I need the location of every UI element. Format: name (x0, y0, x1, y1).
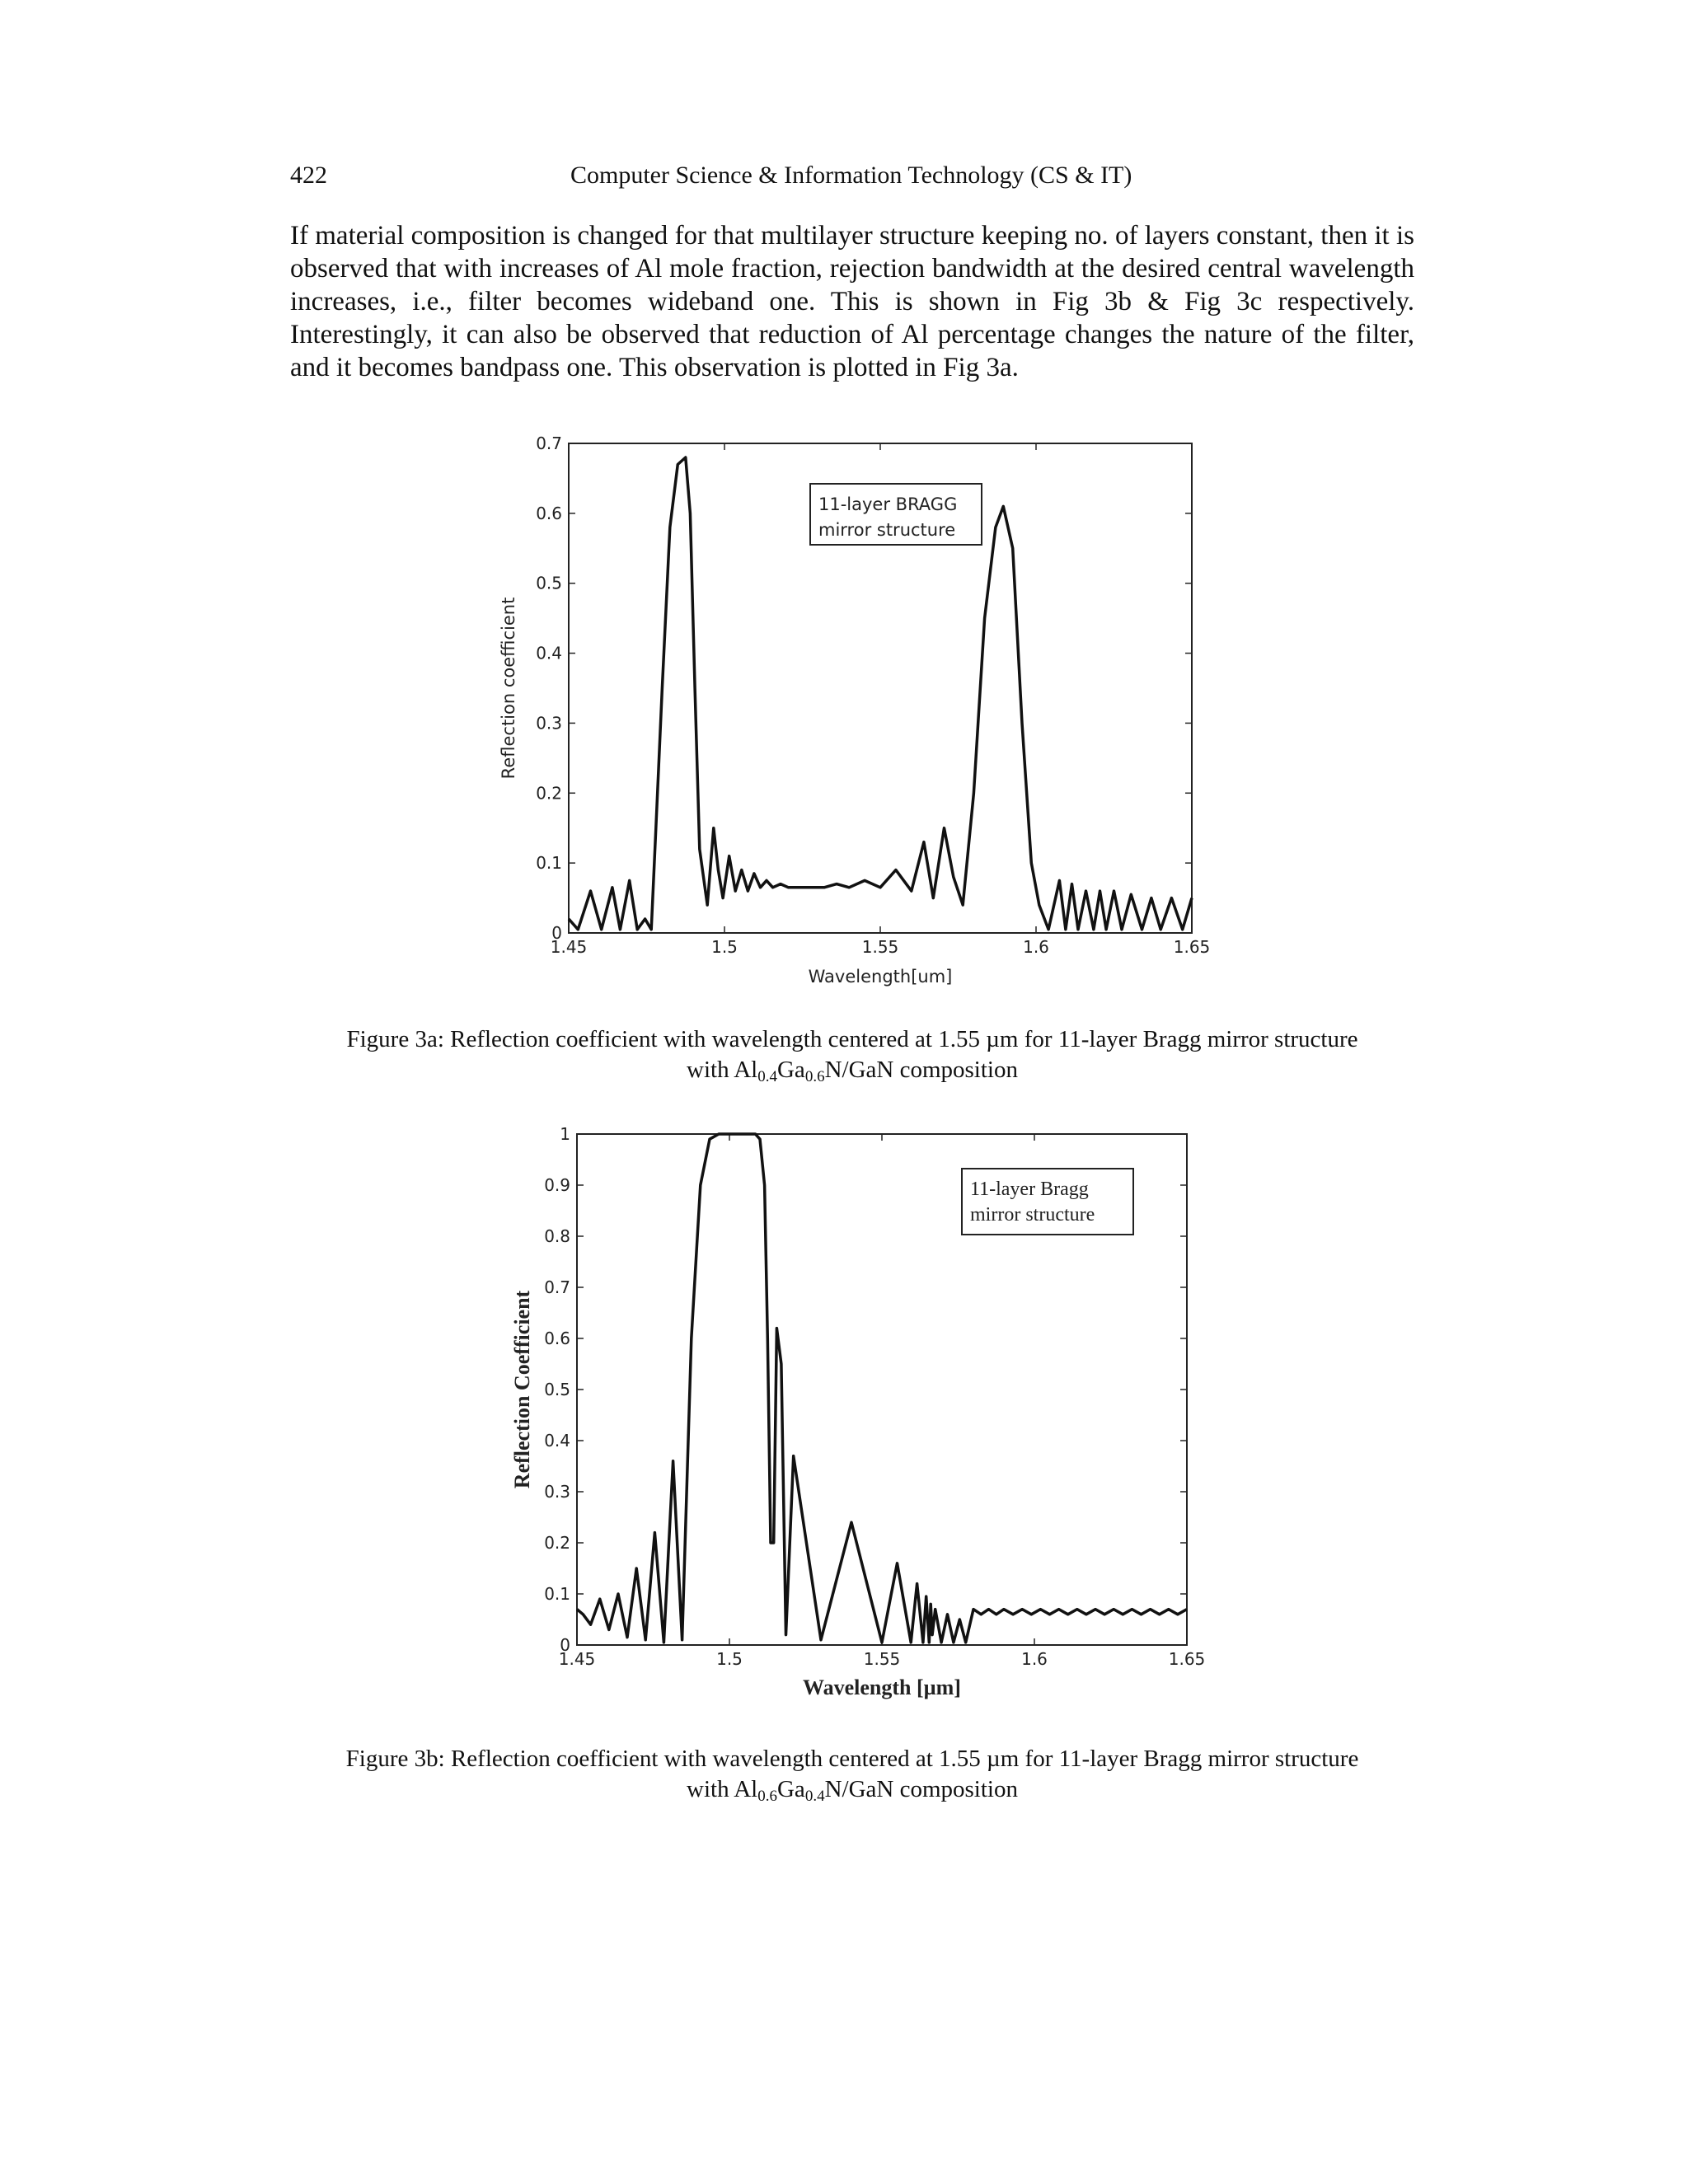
y-tick-label: 0.3 (544, 1482, 570, 1502)
x-tick-label: 1.65 (1168, 1649, 1206, 1669)
figure-3b (495, 1119, 1206, 1713)
y-tick-label: 0.2 (536, 783, 562, 804)
x-tick-label: 1.65 (1173, 937, 1211, 957)
annotation-text: 11-layer Bragg (970, 1179, 1089, 1200)
x-tick-label: 1.55 (861, 937, 899, 957)
y-tick-label: 0.7 (536, 434, 562, 453)
y-tick-label: 0.9 (544, 1175, 570, 1195)
caption-line: with $Al_{0.4}Ga_{0.6}N$/GaN composition (687, 1057, 1018, 1085)
y-tick-label: 0 (560, 1635, 570, 1655)
x-tick-label: 1.45 (550, 937, 588, 957)
caption-line: Figure 3b: Reflection coefficient with wavelength centered at 1.55 µm for 11-layer Bragg mirror structure (345, 1746, 1359, 1772)
x-tick-label: 1.45 (558, 1649, 596, 1669)
page-number: 422 (290, 162, 327, 189)
figure-3b-chart (495, 1119, 1206, 1713)
y-tick-label: 0.7 (544, 1277, 570, 1297)
figure-3a-caption (290, 1024, 1414, 1085)
x-tick-label: 1.5 (716, 1649, 743, 1669)
y-tick-label: 0.3 (536, 713, 562, 733)
x-axis-label: Wavelength[um] (808, 967, 953, 987)
figure-3b-caption (290, 1744, 1414, 1805)
x-tick-label: 1.6 (1023, 937, 1049, 957)
y-tick-label: 0.1 (536, 853, 562, 874)
y-tick-label: 0.4 (544, 1431, 570, 1451)
y-tick-label: 0 (551, 923, 562, 943)
running-header (290, 162, 1415, 194)
y-tick-label: 0.2 (544, 1533, 570, 1553)
y-tick-label: 0.5 (536, 573, 562, 593)
y-tick-label: 0.5 (544, 1380, 570, 1399)
y-tick-label: 0.8 (544, 1226, 570, 1246)
y-axis-label: Reflection coefficient (499, 597, 518, 780)
y-tick-label: 0.1 (544, 1584, 570, 1604)
x-tick-label: 1.55 (863, 1649, 901, 1669)
y-axis-label: Reflection Coefficient (510, 1290, 534, 1489)
caption-line: Figure 3a: Reflection coefficient with wavelength centered at 1.55 µm for 11-layer Bragg mirror structure (346, 1026, 1358, 1052)
y-tick-label: 0.6 (544, 1329, 570, 1348)
caption-line: with $Al_{0.6}Ga_{0.4}N$/GaN composition (687, 1776, 1018, 1805)
annotation-text: 11-layer BRAGG (818, 494, 958, 514)
y-tick-label: 0.4 (536, 643, 562, 663)
x-tick-label: 1.5 (711, 937, 738, 957)
y-tick-label: 0.6 (536, 503, 562, 523)
annotation-text: mirror structure (970, 1204, 1095, 1226)
x-axis-label: Wavelength [µm] (803, 1675, 961, 1699)
figure-3a (495, 429, 1211, 989)
x-tick-label: 1.6 (1021, 1649, 1048, 1669)
body-paragraph: If material composition is changed for that multilayer structure keeping no. of layers constant, then it is observed that with increases of Al mole fraction, rejection bandwidth at the desired central wavelength increases, i.e., filter becomes wideband one. This is shown in Fig 3b & Fig 3c respectively. Interestingly, it can also be observed that reduction of Al percentage changes the nature of the filter, and it becomes bandpass one. This observation is plotted in Fig 3a. (290, 221, 1414, 382)
y-tick-label: 1 (560, 1124, 570, 1144)
figure-3a-chart (495, 429, 1211, 989)
journal-title: Computer Science & Information Technology (CS & IT) (570, 162, 1132, 189)
annotation-text: mirror structure (818, 520, 956, 540)
